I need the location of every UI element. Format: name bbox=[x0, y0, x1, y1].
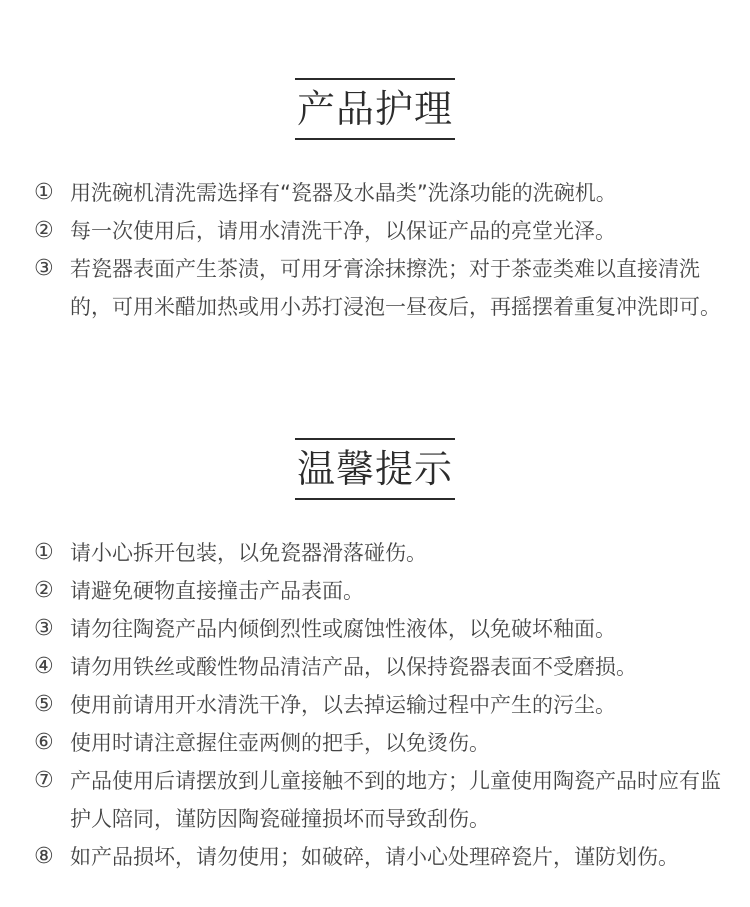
item-number: ⑥ bbox=[34, 730, 54, 755]
tips-title: 温馨提示 bbox=[295, 438, 455, 500]
item-number: ① bbox=[34, 540, 54, 565]
item-number: ② bbox=[34, 578, 54, 603]
item-text: 使用时请注意握住壶两侧的把手，以免烫伤。 bbox=[70, 731, 490, 755]
list-item bbox=[34, 648, 734, 686]
item-text: 使用前请用开水清洗干净，以去掉运输过程中产生的污尘。 bbox=[70, 693, 616, 717]
item-text: 如产品损坏，请勿使用；如破碎，请小心处理碎瓷片，谨防划伤。 bbox=[70, 845, 679, 869]
item-text: 请小心拆开包装，以免瓷器滑落碰伤。 bbox=[70, 541, 427, 565]
item-text: 若瓷器表面产生茶渍，可用牙膏涂抹擦洗；对于茶壶类难以直接清洗的，可用米醋加热或用小苏打浸泡一昼夜后，再摇摆着重复冲洗即可。 bbox=[70, 257, 721, 319]
item-text: 请勿往陶瓷产品内倾倒烈性或腐蚀性液体，以免破坏釉面。 bbox=[70, 617, 616, 641]
item-number: ⑧ bbox=[34, 844, 54, 869]
item-text: 每一次使用后，请用水清洗干净，以保证产品的亮堂光泽。 bbox=[70, 219, 616, 243]
care-title: 产品护理 bbox=[295, 78, 455, 140]
item-number: ④ bbox=[34, 654, 54, 679]
item-text: 用洗碗机清洗需选择有“瓷器及水晶类”洗涤功能的洗碗机。 bbox=[70, 181, 617, 205]
item-number: ⑦ bbox=[34, 768, 54, 793]
tips-list bbox=[34, 534, 734, 876]
care-list bbox=[34, 174, 734, 326]
list-item bbox=[34, 686, 734, 724]
list-item bbox=[34, 762, 734, 838]
list-item bbox=[34, 212, 734, 250]
item-number: ② bbox=[34, 218, 54, 243]
item-number: ① bbox=[34, 180, 54, 205]
list-item bbox=[34, 250, 734, 326]
item-text: 请勿用铁丝或酸性物品清洁产品，以保持瓷器表面不受磨损。 bbox=[70, 655, 637, 679]
list-item bbox=[34, 724, 734, 762]
item-text: 产品使用后请摆放到儿童接触不到的地方；儿童使用陶瓷产品时应有监护人陪同，谨防因陶瓷碰撞损坏而导致刮伤。 bbox=[70, 769, 721, 831]
item-number: ③ bbox=[34, 616, 54, 641]
item-text: 请避免硬物直接撞击产品表面。 bbox=[70, 579, 364, 603]
list-item bbox=[34, 838, 734, 876]
item-number: ⑤ bbox=[34, 692, 54, 717]
list-item bbox=[34, 610, 734, 648]
list-item bbox=[34, 572, 734, 610]
item-number: ③ bbox=[34, 256, 54, 281]
list-item bbox=[34, 174, 734, 212]
list-item bbox=[34, 534, 734, 572]
